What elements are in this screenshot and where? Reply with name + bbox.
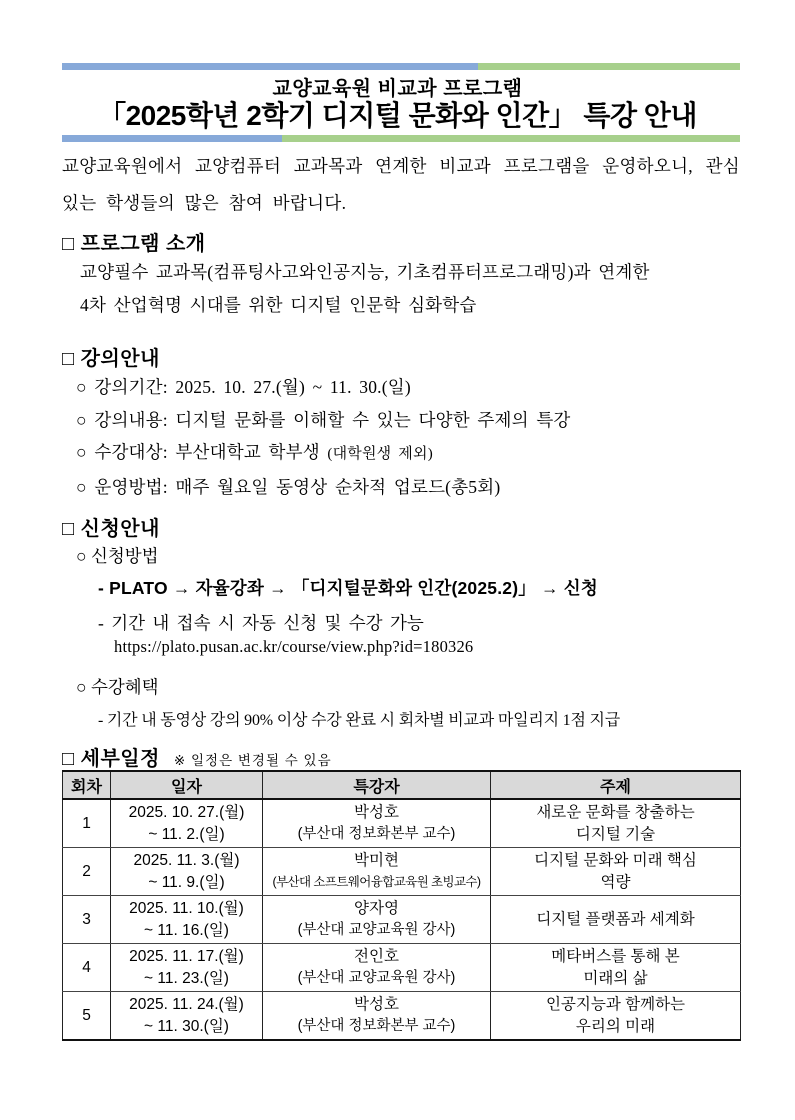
date-cell: 2025. 11. 3.(월) ~ 11. 9.(일) bbox=[111, 848, 263, 896]
date-cell: 2025. 10. 27.(월) ~ 11. 2.(일) bbox=[111, 799, 263, 848]
table-row bbox=[63, 896, 741, 944]
col-header-round: 회차 bbox=[63, 771, 111, 799]
table-row bbox=[63, 944, 741, 992]
document-subtitle: 교양교육원 비교과 프로그램 bbox=[272, 78, 523, 100]
course-url: https://plato.pusan.ac.kr/course/view.php?id=180326 bbox=[114, 637, 474, 656]
header-rule-bottom-green bbox=[282, 135, 740, 142]
header-rule-bottom bbox=[62, 135, 740, 142]
table-row bbox=[63, 848, 741, 896]
section-heading-program: □ 프로그램 소개 bbox=[62, 233, 206, 255]
date-cell: 2025. 11. 17.(월) ~ 11. 23.(일) bbox=[111, 944, 263, 992]
speaker-cell: 전인호 (부산대 교양교육원 강사) bbox=[263, 944, 491, 992]
section-heading-schedule bbox=[62, 742, 332, 771]
apply-benefit-title: ○ 수강혜택 bbox=[76, 677, 159, 697]
header-rule-top-green bbox=[478, 63, 740, 70]
round-cell: 2 bbox=[63, 848, 111, 896]
schedule-table bbox=[62, 770, 741, 1041]
date-cell: 2025. 11. 24.(월) ~ 11. 30.(일) bbox=[111, 992, 263, 1041]
table-row bbox=[63, 992, 741, 1041]
lecture-audience-item: ○ 수강대상: 부산대학교 학부생 (대학원생 제외) bbox=[76, 442, 433, 462]
round-cell: 3 bbox=[63, 896, 111, 944]
header-rule-top bbox=[62, 63, 740, 70]
section-heading-lecture: □ 강의안내 bbox=[62, 348, 160, 370]
topic-cell: 새로운 문화를 창출하는 디지털 기술 bbox=[491, 799, 741, 848]
program-description-line2: 4차 산업혁명 시대를 위한 디지털 인문학 심화학습 bbox=[80, 295, 477, 315]
speaker-cell: 양자영 (부산대 교양교육원 강사) bbox=[263, 896, 491, 944]
topic-cell: 인공지능과 함께하는 우리의 미래 bbox=[491, 992, 741, 1041]
lecture-period-item: ○ 강의기간: 2025. 10. 27.(월) ~ 11. 30.(일) bbox=[76, 377, 411, 397]
apply-method-auto: - 기간 내 접속 시 자동 신청 및 수강 가능 bbox=[98, 613, 424, 633]
date-cell: 2025. 11. 10.(월) ~ 11. 16.(일) bbox=[111, 896, 263, 944]
lecture-content-item: ○ 강의내용: 디지털 문화를 이해할 수 있는 다양한 주제의 특강 bbox=[76, 409, 571, 430]
schedule-change-note: ※ 일정은 변경될 수 있음 bbox=[173, 753, 332, 768]
apply-benefit-detail: - 기간 내 동영상 강의 90% 이상 수강 완료 시 회차별 비교과 마일리지 1점 지급 bbox=[98, 712, 621, 729]
table-row bbox=[63, 799, 741, 848]
topic-cell: 메타버스를 통해 본 미래의 삶 bbox=[491, 944, 741, 992]
schedule-heading-text: □ 세부일정 bbox=[62, 748, 160, 770]
program-description-line1: 교양필수 교과목(컴퓨팅사고와인공지능, 기초컴퓨터프로그래밍)과 연계한 bbox=[80, 262, 650, 282]
col-header-speaker: 특강자 bbox=[263, 771, 491, 799]
lecture-info-list bbox=[76, 371, 740, 503]
round-cell: 5 bbox=[63, 992, 111, 1041]
topic-cell: 디지털 플랫폼과 세계화 bbox=[491, 896, 741, 944]
intro-paragraph: 교양교육원에서 교양컴퓨터 교과목과 연계한 비교과 프로그램을 운영하오니, 관심 있는 학생들의 많은 참여 바랍니다. bbox=[62, 156, 740, 213]
lecture-method-item: ○ 운영방법: 매주 월요일 동영상 순차적 업로드(총5회) bbox=[76, 476, 501, 497]
speaker-cell: 박미현 (부산대 소프트웨어융합교육원 초빙교수) bbox=[263, 848, 491, 896]
document-title: 「2025학년 2학기 디지털 문화와 인간」 특강 안내 bbox=[98, 100, 697, 131]
round-cell: 4 bbox=[63, 944, 111, 992]
speaker-cell: 박성호 (부산대 정보화본부 교수) bbox=[263, 799, 491, 848]
topic-cell: 디지털 문화와 미래 핵심 역량 bbox=[491, 848, 741, 896]
apply-method-path: - PLATO → 자율강좌 → 「디지털문화와 인간(2025.2)」 → 신청 bbox=[98, 578, 598, 598]
header-rule-top-blue bbox=[62, 63, 478, 70]
header-rule-bottom-blue bbox=[62, 135, 282, 142]
col-header-date: 일자 bbox=[111, 771, 263, 799]
speaker-cell: 박성호 (부산대 정보화본부 교수) bbox=[263, 992, 491, 1041]
table-header-row bbox=[63, 771, 741, 799]
round-cell: 1 bbox=[63, 799, 111, 848]
apply-method-title: ○ 신청방법 bbox=[76, 546, 159, 566]
col-header-topic: 주제 bbox=[491, 771, 741, 799]
section-heading-apply: □ 신청안내 bbox=[62, 518, 160, 540]
program-description bbox=[80, 256, 730, 322]
